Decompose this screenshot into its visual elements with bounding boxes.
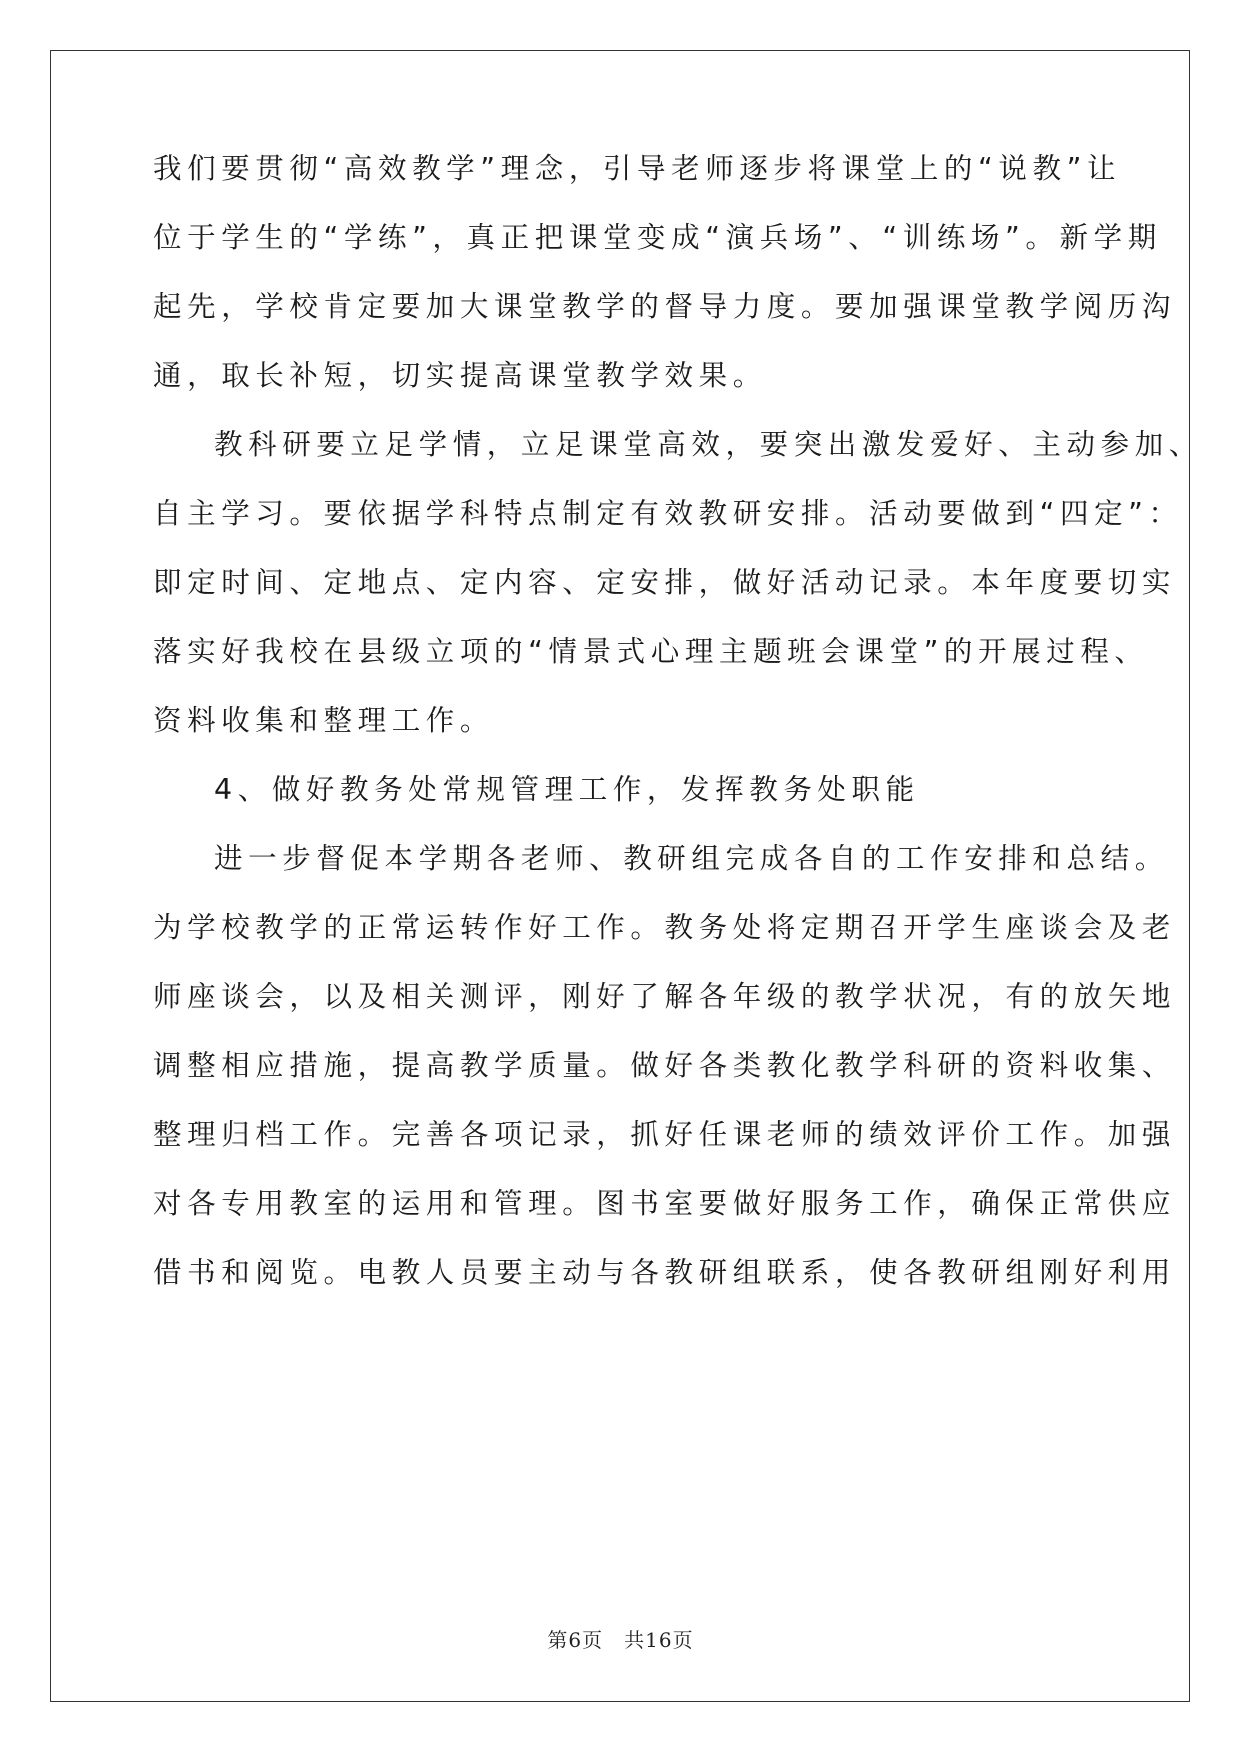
text-line: 调整相应措施，提高教学质量。做好各类教化教学科研的资料收集、 (153, 1049, 1177, 1082)
text-line: 位于学生的“学练”，真正把课堂变成“演兵场”、“训练场”。新学期 (153, 221, 1162, 254)
text-line: 资料收集和整理工作。 (153, 704, 495, 737)
page-number-footer: 第6页 共16页 (547, 1628, 694, 1652)
text-line: 起先，学校肯定要加大课堂教学的督导力度。要加强课堂教学阅历沟 (153, 290, 1177, 323)
text-line: 教科研要立足学情，立足课堂高效，要突出激发爱好、主动参加、 (214, 428, 1203, 461)
text-line: 我们要贯彻“高效教学”理念，引导老师逐步将课堂上的“说教”让 (153, 152, 1122, 185)
text-line: 为学校教学的正常运转作好工作。教务处将定期召开学生座谈会及老 (153, 911, 1177, 944)
text-line: 借书和阅览。电教人员要主动与各教研组联系，使各教研组刚好利用 (153, 1256, 1177, 1289)
text-line: 进一步督促本学期各老师、教研组完成各自的工作安排和总结。 (214, 842, 1169, 875)
text-line: 自主学习。要依据学科特点制定有效教研安排。活动要做到“四定”： (153, 497, 1183, 530)
text-line: 对各专用教室的运用和管理。图书室要做好服务工作，确保正常供应 (153, 1187, 1177, 1220)
text-line: 落实好我校在县级立项的“情景式心理主题班会课堂”的开展过程、 (153, 635, 1149, 668)
text-line: 通，取长补短，切实提高课堂教学效果。 (153, 359, 767, 392)
section-heading: 4、做好教务处常规管理工作，发挥教务处职能 (214, 773, 920, 806)
text-line: 整理归档工作。完善各项记录，抓好任课老师的绩效评价工作。加强 (153, 1118, 1177, 1151)
text-line: 师座谈会，以及相关测评，刚好了解各年级的教学状况，有的放矢地 (153, 980, 1177, 1013)
text-line: 即定时间、定地点、定内容、定安排，做好活动记录。本年度要切实 (153, 566, 1177, 599)
